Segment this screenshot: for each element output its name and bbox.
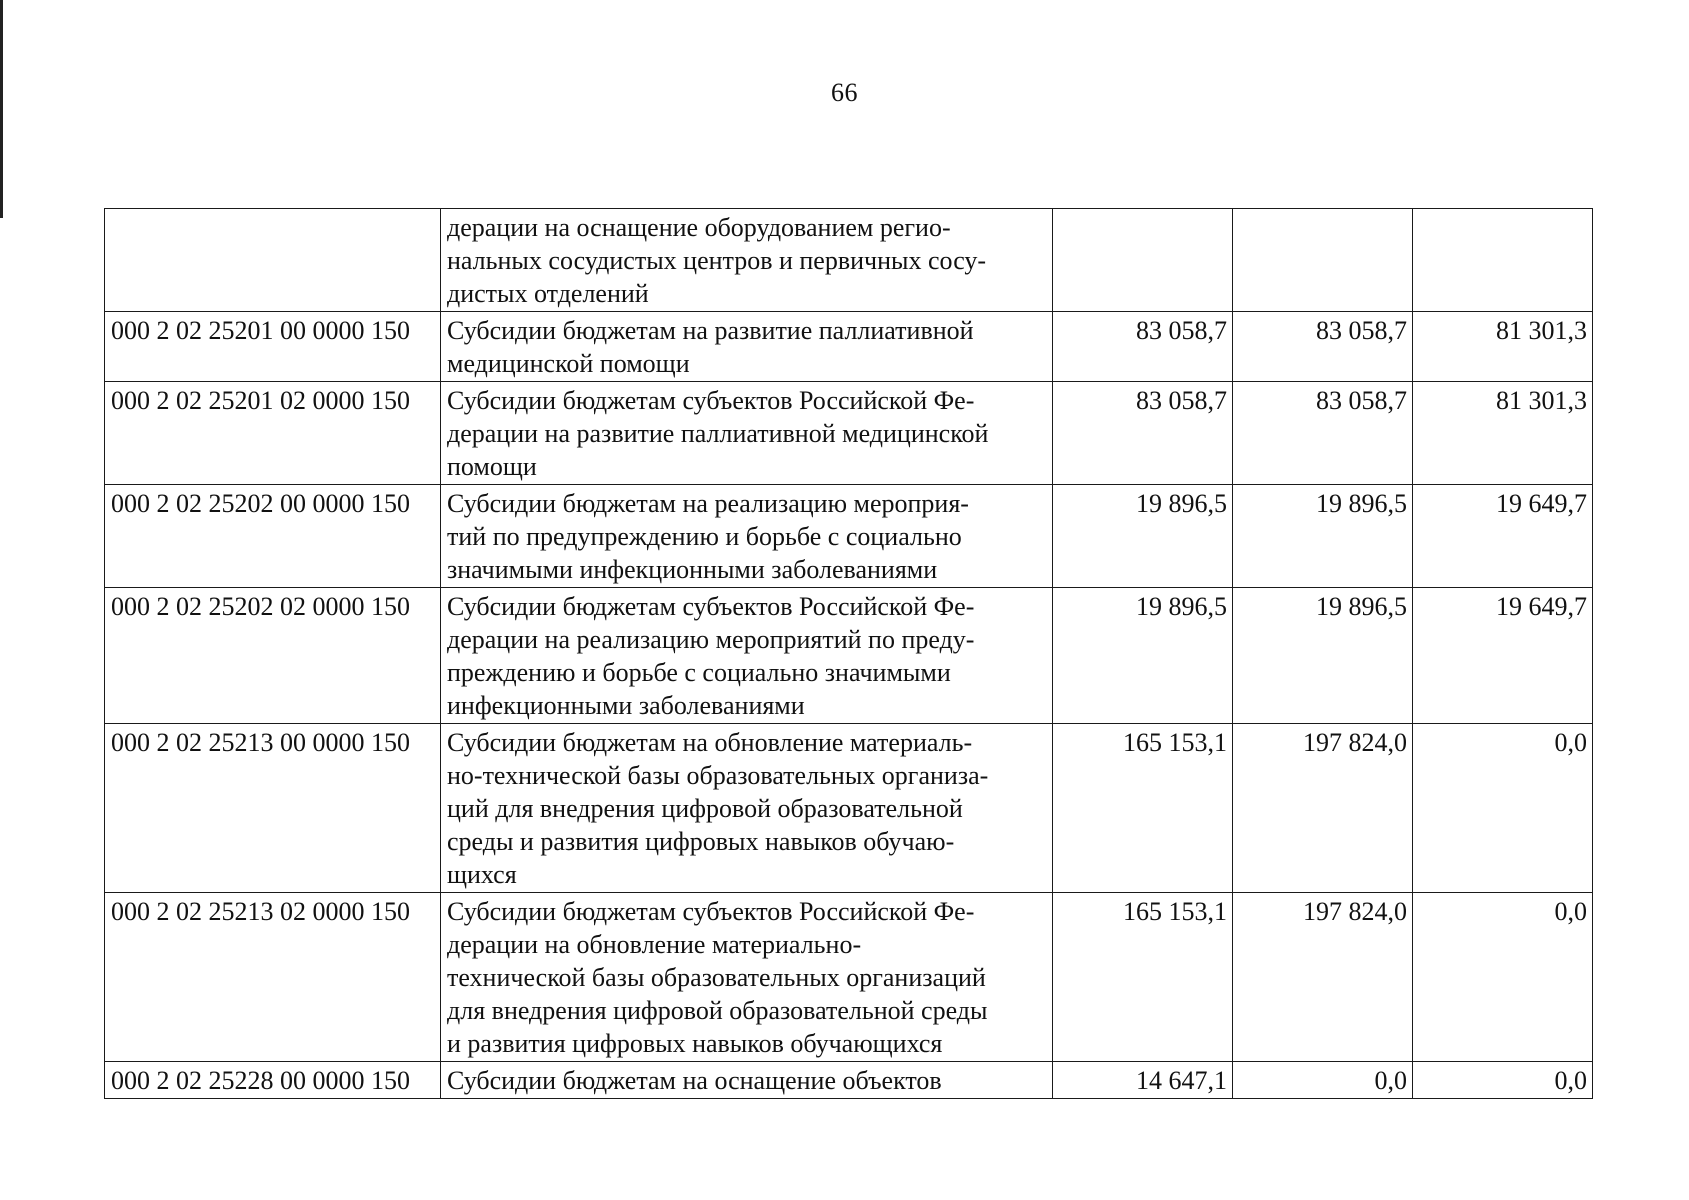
description-line: щихся xyxy=(447,860,517,889)
description-line: и развития цифровых навыков обучающихся xyxy=(447,1029,943,1058)
table-row xyxy=(105,382,1593,485)
description-line: Субсидии бюджетам субъектов Российской Фе- xyxy=(447,386,975,415)
table-row xyxy=(105,485,1593,588)
amount-cell-1 xyxy=(1053,209,1233,312)
amount-cell-1: 19 896,5 xyxy=(1053,588,1233,724)
budget-code-cell: 000 2 02 25201 00 0000 150 xyxy=(105,312,441,382)
budget-code-cell: 000 2 02 25202 00 0000 150 xyxy=(105,485,441,588)
description-line: ций для внедрения цифровой образовательной xyxy=(447,794,963,823)
description-line: Субсидии бюджетам субъектов Российской Фе- xyxy=(447,592,975,621)
amount-cell-3 xyxy=(1413,209,1593,312)
budget-table-body xyxy=(105,209,1593,1099)
description-line: преждению и борьбе с социально значимыми xyxy=(447,658,951,687)
amount-cell-3: 19 649,7 xyxy=(1413,588,1593,724)
table-row xyxy=(105,209,1593,312)
description-cell xyxy=(441,312,1053,382)
amount-cell-2: 197 824,0 xyxy=(1233,724,1413,893)
amount-cell-2: 83 058,7 xyxy=(1233,382,1413,485)
description-cell xyxy=(441,485,1053,588)
amount-cell-2: 19 896,5 xyxy=(1233,588,1413,724)
description-line: Субсидии бюджетам на реализацию мероприя- xyxy=(447,489,969,518)
budget-code-cell: 000 2 02 25213 00 0000 150 xyxy=(105,724,441,893)
description-cell xyxy=(441,209,1053,312)
amount-cell-1: 165 153,1 xyxy=(1053,724,1233,893)
description-line: среды и развития цифровых навыков обучаю- xyxy=(447,827,955,856)
description-line: Субсидии бюджетам на обновление материаль- xyxy=(447,728,973,757)
description-line: инфекционными заболеваниями xyxy=(447,691,805,720)
amount-cell-3: 0,0 xyxy=(1413,724,1593,893)
amount-cell-1: 165 153,1 xyxy=(1053,893,1233,1062)
amount-cell-1: 14 647,1 xyxy=(1053,1062,1233,1099)
amount-cell-1: 83 058,7 xyxy=(1053,312,1233,382)
description-line: дерации на оснащение оборудованием регио- xyxy=(447,213,951,242)
page-number: 66 xyxy=(831,78,858,107)
table-row xyxy=(105,588,1593,724)
description-line: дерации на развитие паллиативной медицинской xyxy=(447,419,989,448)
budget-code-cell: 000 2 02 25201 02 0000 150 xyxy=(105,382,441,485)
budget-code-cell xyxy=(105,209,441,312)
description-cell xyxy=(441,1062,1053,1099)
description-line: технической базы образовательных организаций xyxy=(447,963,986,992)
amount-cell-3: 0,0 xyxy=(1413,1062,1593,1099)
description-line: медицинской помощи xyxy=(447,349,690,378)
description-line: но-технической базы образовательных организа- xyxy=(447,761,989,790)
description-cell xyxy=(441,588,1053,724)
amount-cell-2: 0,0 xyxy=(1233,1062,1413,1099)
description-line: для внедрения цифровой образовательной среды xyxy=(447,996,988,1025)
table-row xyxy=(105,312,1593,382)
description-line: нальных сосудистых центров и первичных сосу- xyxy=(447,246,987,275)
description-line: тий по предупреждению и борьбе с социально xyxy=(447,522,962,551)
scan-edge-line xyxy=(0,0,3,218)
amount-cell-1: 19 896,5 xyxy=(1053,485,1233,588)
amount-cell-2: 197 824,0 xyxy=(1233,893,1413,1062)
amount-cell-1: 83 058,7 xyxy=(1053,382,1233,485)
budget-code-cell: 000 2 02 25202 02 0000 150 xyxy=(105,588,441,724)
table-row xyxy=(105,1062,1593,1099)
description-line: помощи xyxy=(447,452,537,481)
budget-code-cell: 000 2 02 25213 02 0000 150 xyxy=(105,893,441,1062)
description-line: Субсидии бюджетам на развитие паллиативной xyxy=(447,316,974,345)
table-row xyxy=(105,893,1593,1062)
amount-cell-3: 19 649,7 xyxy=(1413,485,1593,588)
description-cell xyxy=(441,382,1053,485)
description-cell xyxy=(441,893,1053,1062)
amount-cell-3: 81 301,3 xyxy=(1413,382,1593,485)
budget-code-cell: 000 2 02 25228 00 0000 150 xyxy=(105,1062,441,1099)
description-line: значимыми инфекционными заболеваниями xyxy=(447,555,938,584)
description-cell xyxy=(441,724,1053,893)
description-line: дерации на реализацию мероприятий по преду- xyxy=(447,625,975,654)
budget-table xyxy=(104,208,1593,1099)
description-line: дистых отделений xyxy=(447,279,649,308)
amount-cell-3: 81 301,3 xyxy=(1413,312,1593,382)
description-line: Субсидии бюджетам на оснащение объектов xyxy=(447,1066,942,1095)
amount-cell-2: 83 058,7 xyxy=(1233,312,1413,382)
amount-cell-2: 19 896,5 xyxy=(1233,485,1413,588)
table-row xyxy=(105,724,1593,893)
description-line: Субсидии бюджетам субъектов Российской Фе- xyxy=(447,897,975,926)
amount-cell-2 xyxy=(1233,209,1413,312)
description-line: дерации на обновление материально- xyxy=(447,930,862,959)
amount-cell-3: 0,0 xyxy=(1413,893,1593,1062)
